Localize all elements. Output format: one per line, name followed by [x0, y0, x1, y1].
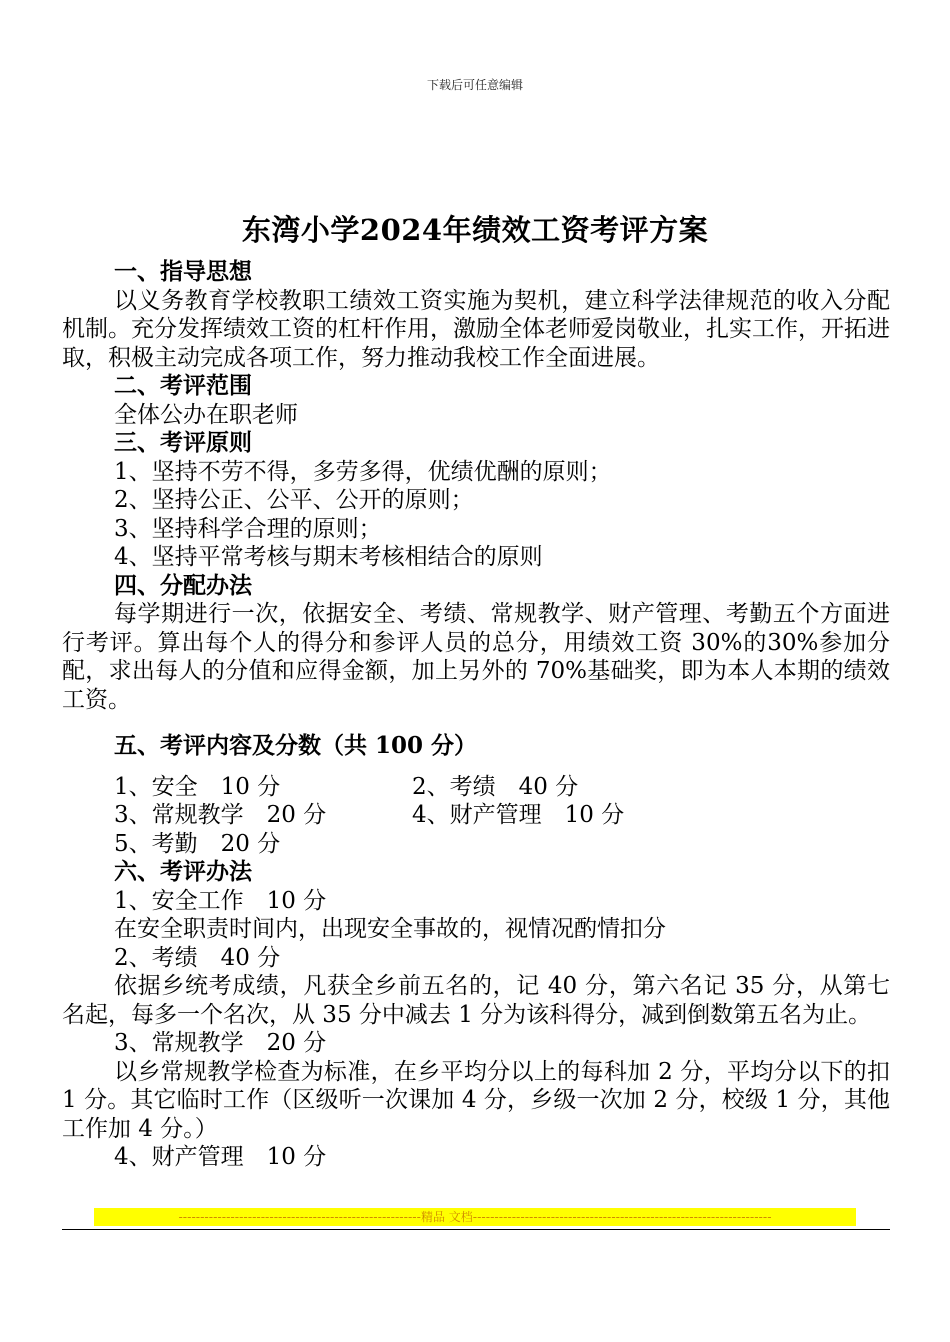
principle-item: 3、坚持科学合理的原则；: [114, 515, 382, 542]
distribution-paragraph: 每学期进行一次，依据安全、考绩、常规教学、财产管理、考勤五个方面进行考评。算出每个人的得分和参评人员的总分，用绩效工资 30%的30%参加分配，求出每人的分值和应得金额，加上另外的 70%基础奖，即为本人本期的绩效工资。: [62, 601, 890, 713]
score-item-attendance: 5、考勤 20 分: [114, 830, 281, 857]
score-item-performance: 2、考绩 40 分: [412, 773, 579, 800]
principle-item: 1、坚持不劳不得，多劳多得，优绩优酬的原则；: [114, 458, 612, 485]
principle-item: 4、坚持平常考核与期末考核相结合的原则: [114, 544, 543, 570]
method-text-safety: 在安全职责时间内，出现安全事故的，视情况酌情扣分: [114, 916, 666, 942]
method-text-performance: 依据乡统考成绩，凡获全乡前五名的，记 40 分，第六名记 35 分，从第七名起，每多一个名次，从 35 分中减去 1 分为该科得分，减到倒数第五名为止。: [62, 973, 890, 1028]
method-title-safety: 1、安全工作 10 分: [114, 887, 327, 914]
score-item-routine-teaching: 3、常规教学 20 分: [114, 802, 327, 828]
header-note: 下载后可任意编辑: [426, 78, 523, 92]
score-row: [62, 773, 890, 802]
score-item-safety: 1、安全 10 分: [114, 773, 281, 800]
document-body: [62, 258, 890, 1172]
score-item-property: 4、财产管理 10 分: [412, 802, 625, 828]
section-heading-methods: 六、考评办法: [114, 858, 252, 885]
method-title-property: 4、财产管理 10 分: [114, 1144, 327, 1170]
principle-item: 2、坚持公正、公平、公开的原则；: [114, 487, 474, 513]
footer-divider: [62, 1229, 890, 1230]
section-heading-content-scores: 五、考评内容及分数（共 100 分）: [114, 732, 478, 759]
score-row: [62, 830, 890, 859]
section-heading-principles: 三、考评原则: [114, 429, 252, 456]
footer-banner: --------------------------------------------------------精品 文档---------------------------------------------------------------------: [94, 1208, 856, 1226]
method-title-performance: 2、考绩 40 分: [114, 944, 281, 971]
document-title: 东湾小学2024年绩效工资考评方案: [241, 213, 709, 247]
score-row: [62, 801, 890, 830]
method-text-routine-teaching: 以乡常规教学检查为标准，在乡平均分以上的每科加 2 分，平均分以下的扣 1 分。其它临时工作（区级听一次课加 4 分，乡级一次加 2 分，校级 1 分，其他工作加 4 分。）: [62, 1058, 890, 1142]
method-title-routine-teaching: 3、常规教学 20 分: [114, 1030, 327, 1056]
section-heading-distribution: 四、分配办法: [114, 571, 252, 599]
section-heading-scope: 二、考评范围: [114, 372, 252, 399]
guiding-idea-paragraph: 以义务教育学校教职工绩效工资实施为契机，建立科学法律规范的收入分配机制。充分发挥绩效工资的杠杆作用，激励全体老师爱岗敬业，扎实工作，开拓进取，积极主动完成各项工作，努力推动我校工作全面进展。: [62, 287, 890, 371]
scope-text: 全体公办在职老师: [114, 401, 298, 428]
section-heading-guiding-idea: 一、指导思想: [114, 258, 252, 285]
